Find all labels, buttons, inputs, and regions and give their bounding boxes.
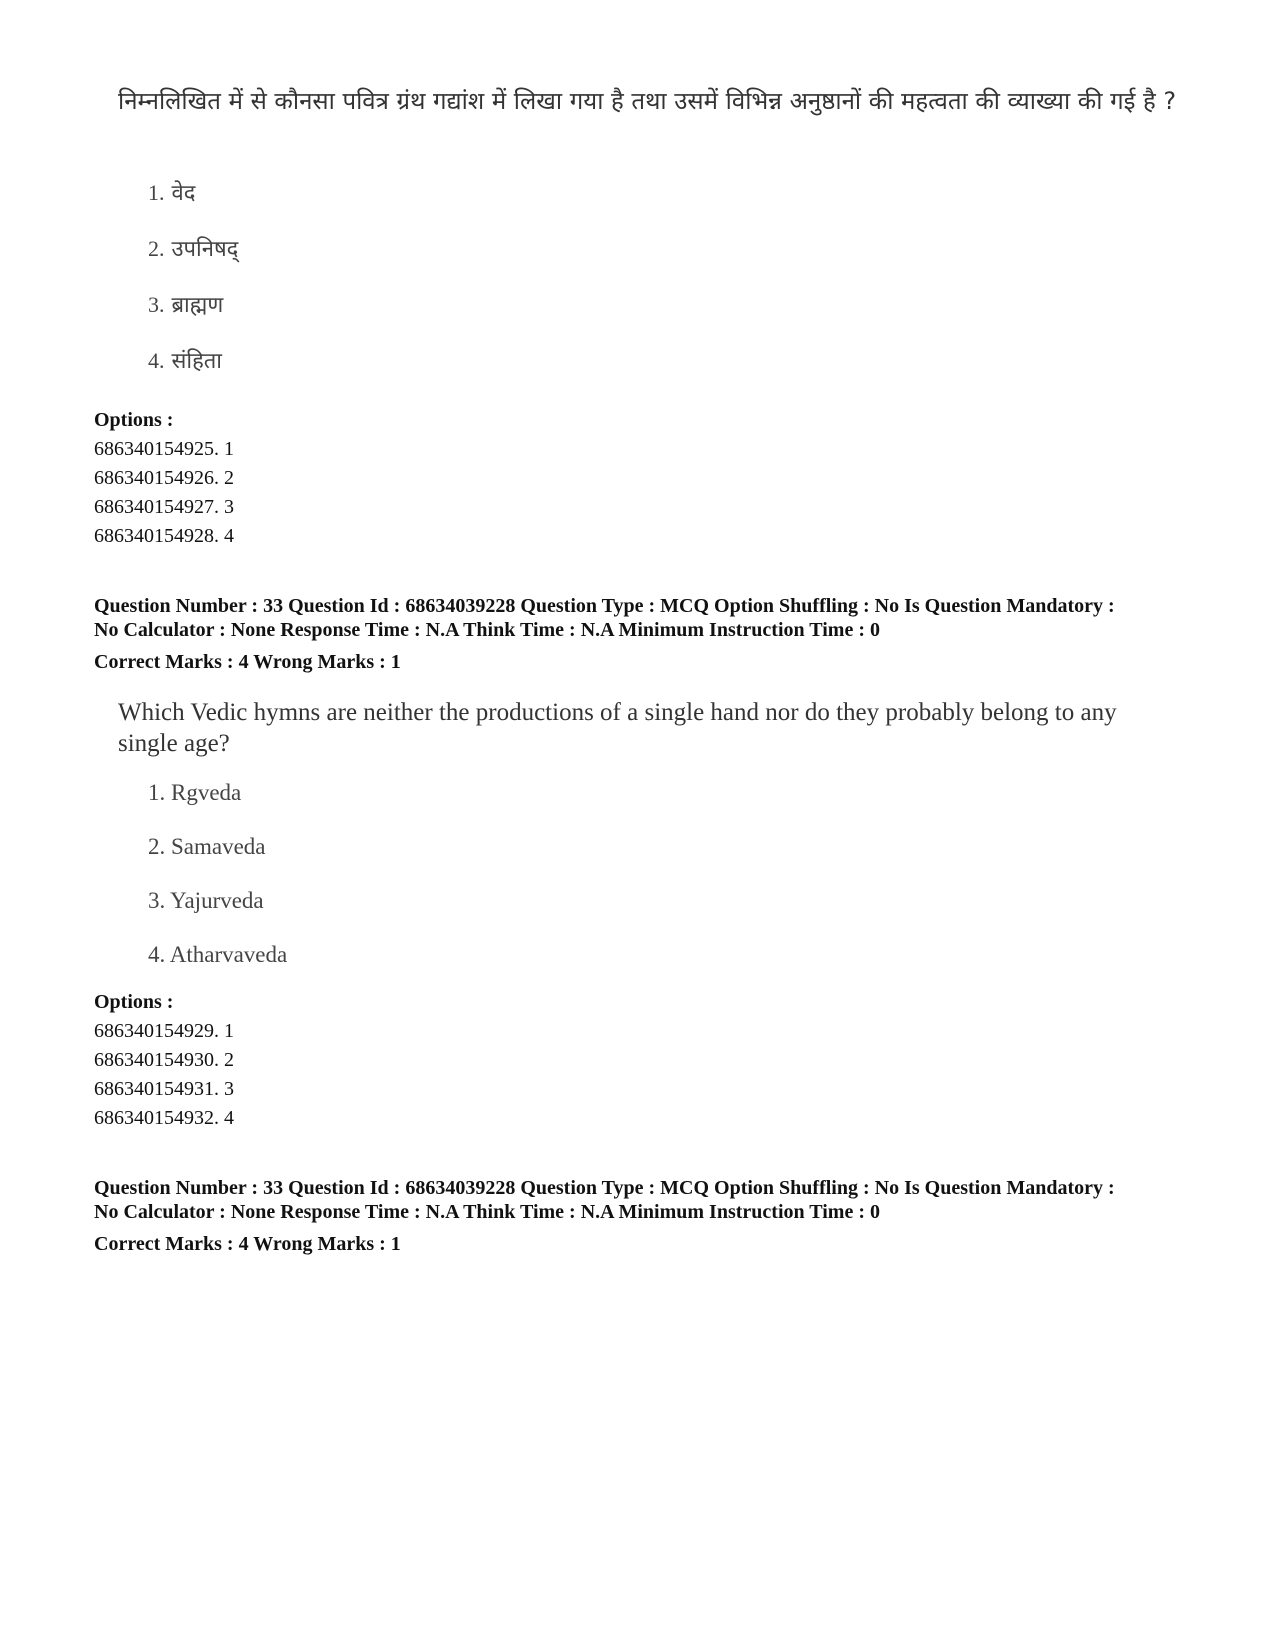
question-text-english: Which Vedic hymns are neither the productions of a single hand nor do they probably belong to any single age? <box>118 699 1117 757</box>
choice-text: वेद <box>171 181 196 206</box>
option-line: 686340154927. 3 <box>94 496 234 518</box>
choice-text: उपनिषद् <box>171 237 239 262</box>
choice-number: 2. <box>148 236 165 261</box>
option-line: 686340154925. 1 <box>94 438 234 460</box>
options-list <box>94 435 234 551</box>
meta-line: No Calculator : None Response Time : N.A Think Time : N.A Minimum Instruction Time : 0 <box>94 1201 880 1223</box>
option-line: 686340154932. 4 <box>94 1107 234 1129</box>
question-meta <box>94 594 1214 642</box>
meta-line: No Calculator : None Response Time : N.A Think Time : N.A Minimum Instruction Time : 0 <box>94 619 880 641</box>
question-text-hindi: निम्नलिखित में से कौनसा पवित्र ग्रंथ गद्यांश में लिखा गया है तथा उसमें विभिन्न अनुष्ठानों की महत्वता की व्याख्या की गई है ? <box>118 87 1177 115</box>
choice-number: 3. <box>148 292 165 317</box>
choice-text: Atharvaveda <box>169 942 288 967</box>
choice-4 <box>148 940 287 970</box>
choice-1 <box>148 178 195 209</box>
option-line: 686340154929. 1 <box>94 1020 234 1042</box>
choice-text: Yajurveda <box>170 888 264 913</box>
meta-line: Question Number : 33 Question Id : 68634039228 Question Type : MCQ Option Shuffling : No Is Question Mandatory : <box>94 595 1115 617</box>
choice-number: 2. <box>148 834 166 859</box>
options-heading: Options : <box>94 409 174 431</box>
choice-3 <box>148 290 223 321</box>
option-line: 686340154926. 2 <box>94 467 234 489</box>
choice-text: Samaveda <box>171 834 266 859</box>
choice-number: 1. <box>148 180 165 205</box>
meta-line: Question Number : 33 Question Id : 68634039228 Question Type : MCQ Option Shuffling : No Is Question Mandatory : <box>94 1177 1115 1199</box>
choice-text: ब्राह्मण <box>171 293 224 318</box>
choice-number: 4. <box>148 348 165 373</box>
choice-text: संहिता <box>171 349 222 374</box>
option-line: 686340154928. 4 <box>94 525 234 547</box>
choice-1 <box>148 778 241 808</box>
options-list <box>94 1017 234 1133</box>
question-meta <box>94 1176 1214 1224</box>
option-line: 686340154931. 3 <box>94 1078 234 1100</box>
option-line: 686340154930. 2 <box>94 1049 234 1071</box>
marks-line: Correct Marks : 4 Wrong Marks : 1 <box>94 651 401 673</box>
options-heading: Options : <box>94 991 174 1013</box>
marks-line: Correct Marks : 4 Wrong Marks : 1 <box>94 1233 401 1255</box>
choice-2 <box>148 234 238 265</box>
choice-4 <box>148 346 222 377</box>
choice-2 <box>148 832 266 862</box>
choice-number: 3. <box>148 888 166 913</box>
choice-number: 4. <box>148 942 166 967</box>
choice-3 <box>148 886 264 916</box>
choice-number: 1. <box>148 780 166 805</box>
choice-text: Rgveda <box>171 780 242 805</box>
